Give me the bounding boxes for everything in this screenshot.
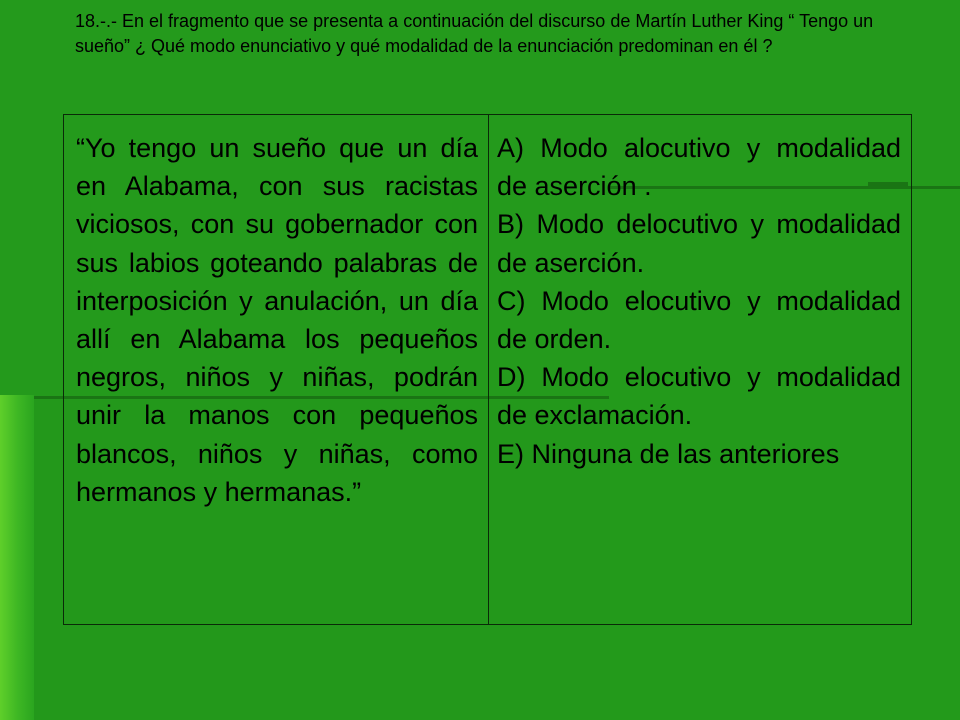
fragment-cell <box>64 115 489 624</box>
question-text: 18.-.- En el fragmento que se presenta a continuación del discurso de Martín Luther King “ Tengo un sueño” ¿ Qué modo enunciativo y qué modalidad de la enunciación predominan en él ? <box>75 11 874 56</box>
speech-fragment: “Yo tengo un sueño que un día en Alabama, con sus racistas viciosos, con su gobernador con sus labios goteando palabras de interposición y anulación, un día allí en Alabama los pequeños negros, niños y niñas, podrán unir la manos con pequeños blancos, niños y niñas, como hermanos y hermanas.” <box>76 133 478 507</box>
option-d: D) Modo elocutivo y modalidad de exclamación. <box>497 362 901 431</box>
options-cell <box>489 115 911 624</box>
option-a: A) Modo alocutivo y modalidad de aserción . <box>497 133 901 202</box>
option-e: E) Ninguna de las anteriores <box>497 438 840 469</box>
background-strip-left <box>0 395 34 720</box>
question-table <box>63 114 912 625</box>
option-b: B) Modo delocutivo y modalidad de aserción. <box>497 209 901 278</box>
option-c: C) Modo elocutivo y modalidad de orden. <box>497 285 901 355</box>
